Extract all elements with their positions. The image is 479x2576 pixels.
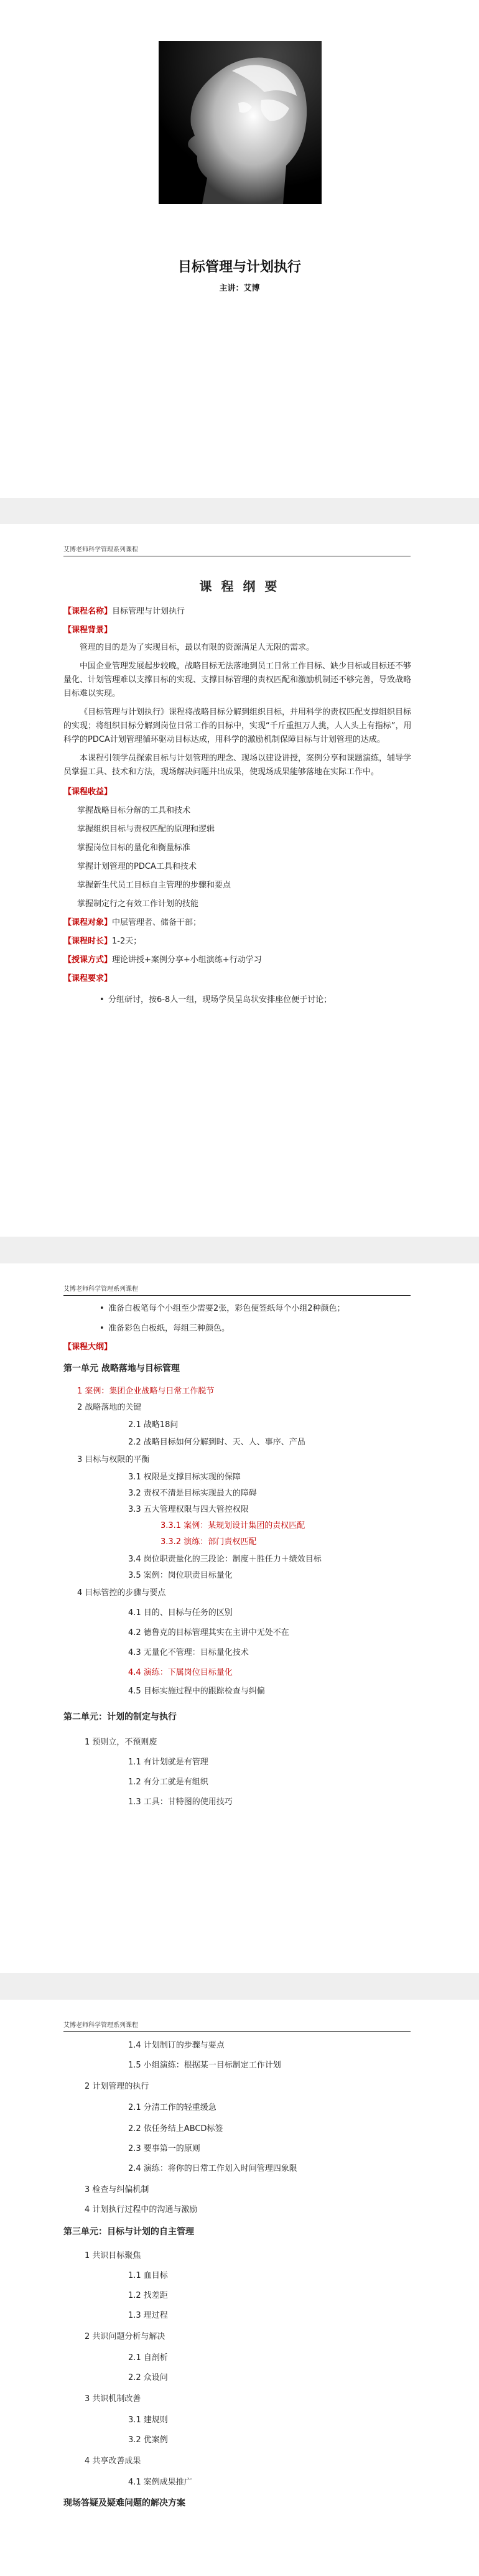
gain-item: 掌握组织目标与责权匹配的原理和逻辑: [77, 825, 215, 834]
toc-item: 1.2 找差距: [128, 2291, 168, 2300]
gains-label: 【课程收益】: [63, 787, 113, 797]
toc-item: 3.3.2 演练：部门责权匹配: [160, 1537, 257, 1547]
background-p1: 管理的目的是为了实现目标，最以有限的资源满足人无限的需求。: [80, 643, 315, 652]
bullet-icon: •: [100, 995, 105, 1005]
requirement-text: 分组研讨，按6-8人一组，现场学员呈岛状安排座位便于讨论；: [108, 995, 332, 1005]
closing-section-heading: 现场答疑及疑难问题的解决方案: [63, 2498, 185, 2508]
toc-item: 3 检查与纠偏机制: [85, 2185, 149, 2194]
toc-item: 3 共识机制改善: [85, 2394, 141, 2404]
audience-line: [63, 916, 412, 930]
toc-item: 2.2 战略目标如何分解到时、天、人、事序、产品: [128, 1438, 305, 1447]
course-name-line: [63, 605, 412, 619]
toc-item: 4.1 目的、目标与任务的区别: [128, 1608, 233, 1618]
head-globe-illustration: [159, 41, 322, 204]
toc-item: 2.1 战略18问: [128, 1420, 179, 1430]
page-header: 艾博老师科学管理系列课程: [63, 544, 411, 556]
requirement-text: 准备彩色白板纸，每组三种颜色。: [108, 1324, 230, 1333]
toc-item: 3.3 五大管理权限与四大管控权限: [128, 1505, 249, 1514]
unit-3-heading: 第三单元：目标与计划的自主管理: [63, 2227, 194, 2237]
toc-item: 1 预则立，不预则废: [85, 1738, 157, 1747]
method-label: 【授课方式】: [63, 955, 113, 965]
page-header: 艾博老师科学管理系列课程: [63, 2020, 411, 2032]
toc-item: 3.2 优案例: [128, 2435, 168, 2445]
toc-item: 3.1 建规则: [128, 2415, 168, 2425]
toc-item: 4.2 德鲁克的目标管理其实在主讲中无处不在: [128, 1628, 289, 1637]
cover-page: [0, 0, 479, 498]
toc-item: 2.4 演练：将你的日常工作划入时间管理四象限: [128, 2164, 297, 2173]
background-label: 【课程背景】: [63, 625, 113, 635]
duration-value: 1-2天；: [112, 937, 142, 946]
unit-2-heading: 第二单元：计划的制定与执行: [63, 1712, 177, 1722]
syllabus-toc-2: [63, 2038, 412, 2574]
gain-item: 掌握新生代员工目标自主管理的步骤和要点: [77, 881, 231, 890]
toc-item: 1.4 计划制订的步骤与要点: [128, 2041, 225, 2050]
audience-label: 【课程对象】: [63, 918, 113, 927]
method-value: 理论讲授+案例分享+小组演练+行动学习: [112, 955, 262, 965]
toc-item: 1.3 工具：甘特图的使用技巧: [128, 1797, 233, 1807]
toc-item: 3.3.1 案例：某规划设计集团的责权匹配: [160, 1521, 305, 1530]
toc-item: 1.3 理过程: [128, 2311, 168, 2320]
page-header: 艾博老师科学管理系列课程: [63, 1283, 411, 1296]
toc-item: 1.1 血目标: [128, 2271, 168, 2280]
toc-item: 3 目标与权限的平衡: [77, 1455, 150, 1464]
cover-image: [159, 41, 322, 204]
toc-item: 2 共识问题分析与解决: [85, 2332, 165, 2341]
syllabus-label: 【课程大纲】: [63, 1342, 113, 1352]
requirements-label: 【课程要求】: [63, 974, 113, 983]
course-name-value: 目标管理与计划执行: [112, 607, 185, 616]
toc-item: 4.4 演练：下属岗位目标量化: [128, 1668, 233, 1677]
toc-item: 2.2 依任务结上ABCD标签: [128, 2124, 223, 2133]
toc-item: 1.2 有分工就是有组织: [128, 1777, 208, 1787]
outline-body: [63, 605, 412, 1007]
syllabus-page-1: [0, 1263, 479, 1973]
duration-label: 【课程时长】: [63, 937, 113, 946]
document-title: 目标管理与计划执行: [177, 260, 301, 275]
toc-item: 2.1 自剖析: [128, 2353, 168, 2363]
syllabus-toc-1: [63, 1362, 412, 1972]
toc-item: 2 计划管理的执行: [85, 2082, 149, 2091]
toc-item: 1 共识目标聚焦: [85, 2251, 141, 2260]
lecturer-line: 主讲：艾博: [219, 284, 260, 293]
requirement-item: [63, 1302, 412, 1316]
background-p2: 中国企业管理发展起步较晚，战略目标无法落地到员工日常工作目标、缺少目标或目标还不够量化、计划管理难以支撑目标的实现、支撑目标管理的责权匹配和激励机制还不够完善，导致战略目标难以实现。: [63, 662, 412, 698]
gain-item: 掌握计划管理的PDCA工具和技术: [77, 862, 197, 871]
toc-item: 4.5 目标实施过程中的跟踪检查与纠偏: [128, 1687, 265, 1696]
duration-line: [63, 935, 412, 948]
toc-item: 2.1 分清工作的轻重缓急: [128, 2103, 216, 2112]
requirement-item: [63, 1322, 412, 1336]
toc-item: 1 案例：集团企业战略与日常工作脱节: [77, 1387, 215, 1396]
course-name-label: 【课程名称】: [63, 607, 113, 616]
background-p3: 《目标管理与计划执行》课程将战略目标分解到组织目标，并用科学的责权匹配支撑组织目标的实现；将组织目标分解到岗位日常工作的目标中，实现“千斤重担万人挑，人人头上有指标”，用科学的PDCA计划管理循环驱动目标达成，用科学的激励机制保障目标与计划管理的达成。: [63, 708, 412, 744]
toc-item: 4.1 案例成果推广: [128, 2478, 192, 2487]
background-p4: 本课程引领学员探索目标与计划管理的理念、现场以建设讲授，案例分享和课题演练，辅导学员掌握工具、技术和方法，现场解决问题并出成果，使现场成果能够落地在实际工作中。: [63, 754, 412, 777]
bullet-icon: •: [100, 1324, 105, 1333]
toc-item: 4.3 无量化不管理：目标量化技术: [128, 1648, 249, 1657]
toc-item: 4 目标管控的步骤与要点: [77, 1588, 166, 1598]
gain-item: 掌握岗位目标的量化和衡量标准: [77, 843, 191, 853]
toc-item: 4 计划执行过程中的沟通与激励: [85, 2205, 198, 2214]
toc-item: 4 共享改善成果: [85, 2457, 141, 2466]
outline-heading: 课 程 纲 要: [199, 579, 280, 594]
toc-item: 2 战略落地的关键: [77, 1403, 142, 1412]
toc-item: 2.3 要事第一的原则: [128, 2144, 200, 2153]
requirement-text: 准备白板笔每个小组至少需要2张，彩色便签纸每个小组2种颜色；: [108, 1304, 345, 1313]
method-line: [63, 953, 412, 967]
toc-item: 3.5 案例：岗位职责目标量化: [128, 1571, 233, 1580]
requirements-continued: [63, 1302, 412, 1354]
toc-item: 3.2 责权不清是目标实现最大的障碍: [128, 1489, 257, 1498]
toc-item: 1.5 小组演练：根据某一目标制定工作计划: [128, 2061, 281, 2070]
gain-item: 掌握制定行之有效工作计划的技能: [77, 899, 199, 909]
toc-item: 3.1 权限是支撑目标实现的保障: [128, 1473, 241, 1482]
toc-item: 2.2 众设问: [128, 2373, 168, 2382]
audience-value: 中层管理者、储备干部；: [112, 918, 202, 927]
unit-1-heading: 第一单元 战略落地与目标管理: [63, 1364, 180, 1374]
gain-item: 掌握战略目标分解的工具和技术: [77, 806, 191, 815]
requirement-item: [63, 993, 412, 1007]
bullet-icon: •: [100, 1304, 105, 1313]
toc-item: 1.1 有计划就是有管理: [128, 1758, 208, 1767]
toc-item: 3.4 岗位职责量化的三段论：制度＋胜任力＋绩效目标: [128, 1555, 322, 1564]
outline-page: [0, 524, 479, 1237]
syllabus-page-2: [0, 2000, 479, 2576]
